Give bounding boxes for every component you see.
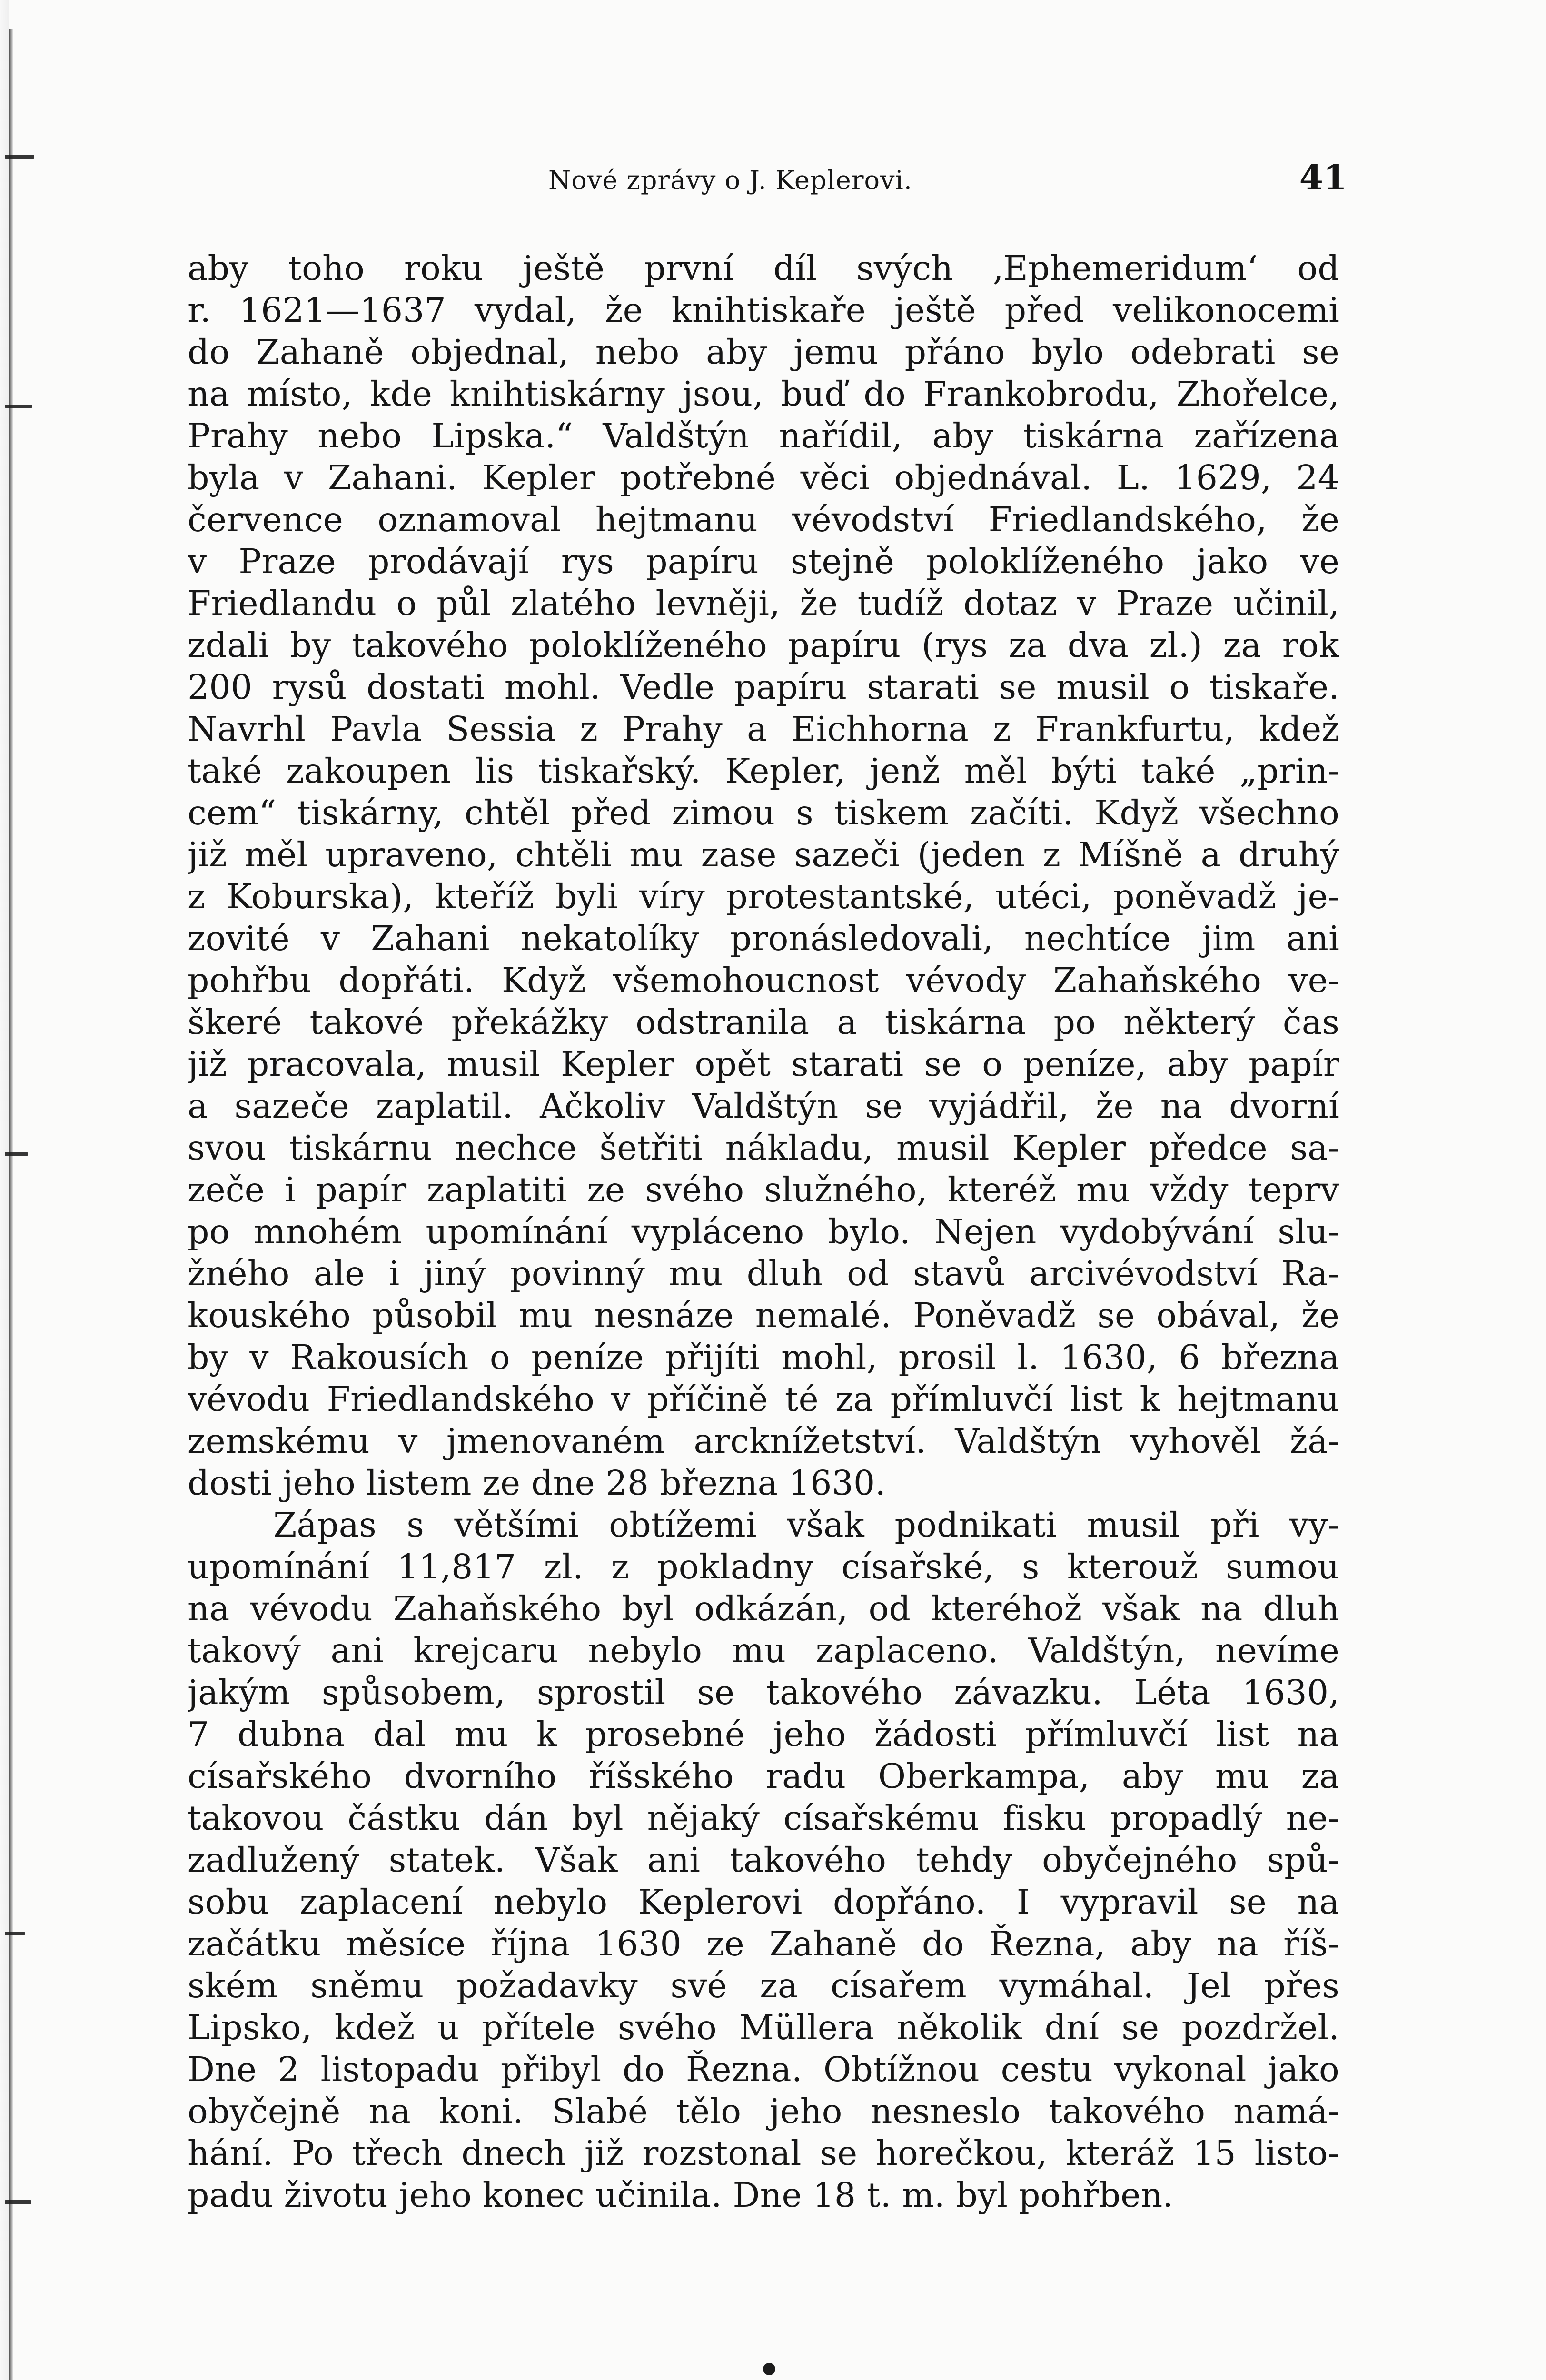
main-text <box>188 248 1339 2216</box>
paragraph-first-line: Zápas s většími obtížemi však podnikati musil při vy- <box>273 1505 1339 1545</box>
text-line: zadlužený statek. Však ani takového tehdy obyčejného spů- <box>188 1840 1339 1880</box>
edge-mark <box>5 2200 31 2204</box>
text-line: takovou částku dán byl nějaký císařskému fisku propadlý ne- <box>188 1798 1339 1838</box>
text-line: vévodu Friedlandského v příčině té za přímluvčí list k hejtmanu <box>188 1379 1339 1419</box>
text-line: jakým spůsobem, sprostil se takového závazku. Léta 1630, <box>188 1673 1339 1712</box>
edge-mark <box>5 405 32 408</box>
text-line: července oznamoval hejtmanu vévodství Friedlandského, že <box>188 500 1339 539</box>
text-line: by v Rakousích o peníze přijíti mohl, prosil l. 1630, 6 března <box>188 1338 1339 1377</box>
text-line: z Koburska), kteříž byli víry protestantské, utéci, poněvadž je- <box>188 877 1339 916</box>
text-line: císařského dvorního říšského radu Oberkampa, aby mu za <box>188 1756 1339 1796</box>
edge-mark <box>5 155 34 159</box>
text-line: na vévodu Zahaňského byl odkázán, od kteréhož však na dluh <box>188 1589 1339 1628</box>
text-line: na místo, kde knihtiskárny jsou, buď do Frankobrodu, Zhořelce, <box>188 374 1339 414</box>
text-line: škeré takové překážky odstranila a tiskárna po některý čas <box>188 1002 1339 1042</box>
edge-mark <box>5 1152 28 1156</box>
text-line: po mnohém upomínání vypláceno bylo. Nejen vydobývání slu- <box>188 1212 1339 1251</box>
text-line: zemskému v jmenovaném arcknížetství. Valdštýn vyhověl žá- <box>188 1421 1339 1461</box>
text-line: zdali by takového poloklíženého papíru (rys za dva zl.) za rok <box>188 625 1339 665</box>
text-line: sobu zaplacení nebylo Keplerovi dopřáno. I vypravil se na <box>188 1882 1339 1922</box>
text-line: r. 1621—1637 vydal, že knihtiskaře ještě před velikonocemi <box>188 290 1339 330</box>
text-line: začátku měsíce října 1630 ze Zahaně do Řezna, aby na říš- <box>188 1924 1339 1964</box>
text-line: zovité v Zahani nekatolíky pronásledovali, nechtíce jim ani <box>188 919 1339 958</box>
text-line: v Praze prodávají rys papíru stejně poloklíženého jako ve <box>188 542 1339 581</box>
text-line: již pracovala, musil Kepler opět starati se o peníze, aby papír <box>188 1044 1339 1084</box>
page-number: 41 <box>1299 157 1347 198</box>
text-line: také zakoupen lis tiskařský. Kepler, jenž měl býti také „prin- <box>188 751 1339 791</box>
text-line: Friedlandu o půl zlatého levněji, že tudíž dotaz v Praze učinil, <box>188 584 1339 623</box>
edge-mark <box>5 1932 25 1935</box>
text-line: zeče i papír zaplatiti ze svého služného, kteréž mu vždy teprv <box>188 1170 1339 1210</box>
text-line: kouského působil mu nesnáze nemalé. Poněvadž se obával, že <box>188 1296 1339 1335</box>
printer-mark-dot <box>763 2363 775 2375</box>
text-line: žného ale i jiný povinný mu dluh od stavů arcivévodství Ra- <box>188 1254 1339 1293</box>
running-title: Nové zprávy o J. Keplerovi. <box>548 165 912 195</box>
text-line: upomínání 11,817 zl. z pokladny císařské, s kterouž sumou <box>188 1547 1339 1587</box>
text-line: Prahy nebo Lipska.“ Valdštýn nařídil, aby tiskárna zařízena <box>188 416 1339 456</box>
text-line: ském sněmu požadavky své za císařem vymáhal. Jel přes <box>188 1966 1339 2005</box>
page-edge-shadow <box>0 0 9 2380</box>
text-line: do Zahaně objednal, nebo aby jemu přáno bylo odebrati se <box>188 332 1339 372</box>
text-line: padu životu jeho konec učinila. Dne 18 t. m. byl pohřben. <box>188 2175 1174 2215</box>
text-line: svou tiskárnu nechce šetřiti nákladu, musil Kepler předce sa- <box>188 1128 1339 1168</box>
text-line: Dne 2 listopadu přibyl do Řezna. Obtížnou cestu vykonal jako <box>188 2050 1339 2089</box>
text-line: obyčejně na koni. Slabé tělo jeho nesneslo takového namá- <box>188 2092 1339 2131</box>
text-line: byla v Zahani. Kepler potřebné věci objednával. L. 1629, 24 <box>188 458 1339 497</box>
text-line: a sazeče zaplatil. Ačkoliv Valdštýn se vyjádřil, že na dvorní <box>188 1086 1339 1126</box>
text-line: pohřbu dopřáti. Když všemohoucnost vévody Zahaňského ve- <box>188 961 1339 1000</box>
text-line: cem“ tiskárny, chtěl před zimou s tiskem začíti. Když všechno <box>188 793 1339 833</box>
text-line: 7 dubna dal mu k prosebné jeho žádosti přímluvčí list na <box>188 1715 1339 1754</box>
text-line: Lipsko, kdež u přítele svého Müllera několik dní se pozdržel. <box>188 2008 1339 2047</box>
text-line: takový ani krejcaru nebylo mu zaplaceno. Valdštýn, nevíme <box>188 1631 1339 1670</box>
text-line: dosti jeho listem ze dne 28 března 1630. <box>188 1463 886 1503</box>
text-line: aby toho roku ještě první díl svých ‚Ephemeridum‘ od <box>188 248 1339 288</box>
text-line: hání. Po třech dnech již rozstonal se horečkou, kteráž 15 listo- <box>188 2133 1339 2173</box>
binding-edge <box>9 29 13 2380</box>
text-line: Navrhl Pavla Sessia z Prahy a Eichhorna z Frankfurtu, kdež <box>188 709 1339 749</box>
text-line: již měl upraveno, chtěli mu zase sazeči (jeden z Míšně a druhý <box>188 835 1339 874</box>
text-line: 200 rysů dostati mohl. Vedle papíru starati se musil o tiskaře. <box>188 667 1339 707</box>
